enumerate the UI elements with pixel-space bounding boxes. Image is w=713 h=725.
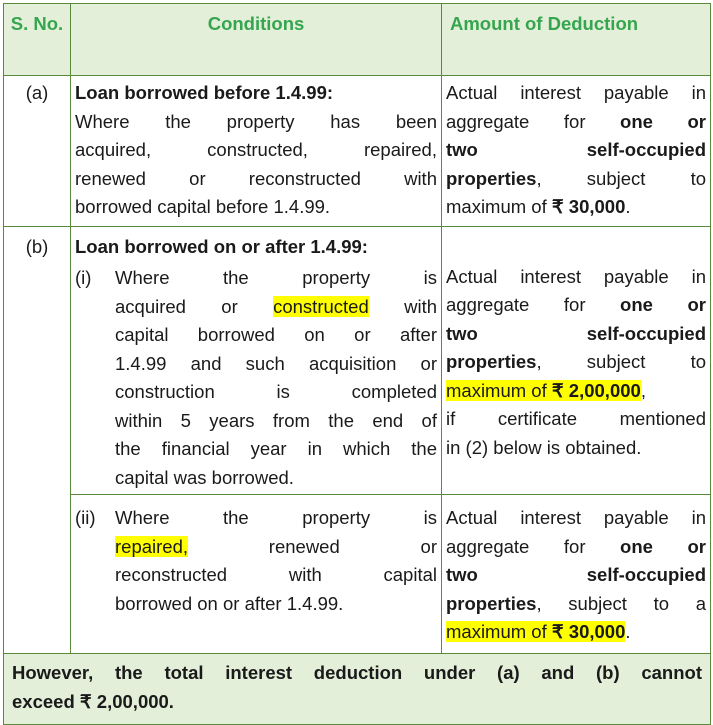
condition-line: the financial year in which the	[115, 438, 437, 459]
row-b-i-amount	[442, 226, 711, 495]
amount-line: if certificate mentioned	[446, 408, 706, 429]
amount-line	[446, 165, 706, 194]
amount-line	[446, 193, 706, 222]
sub-item-number: (ii)	[75, 507, 96, 528]
highlighted-amount	[446, 621, 625, 642]
condition-line: 1.4.99 and such acquisition or	[115, 352, 437, 374]
amount-text: aggregate for	[446, 294, 586, 315]
condition-text: renewed or	[268, 535, 437, 557]
header-sno: S. No.	[4, 4, 71, 76]
amount-line	[446, 320, 706, 349]
amount-bold: ₹ 2,00,000	[551, 379, 641, 401]
amount-text: , subject to	[536, 167, 706, 189]
row-a-line: acquired, constructed, repaired,	[75, 139, 437, 160]
sub-item-text	[115, 264, 437, 492]
amount-line	[446, 533, 706, 562]
deduction-table	[3, 3, 711, 725]
sub-item-text	[115, 504, 437, 618]
condition-line: capital borrowed on or after	[115, 324, 437, 345]
amount-bold: one or	[620, 294, 706, 315]
condition-text: with	[404, 295, 437, 317]
amount-line	[446, 561, 706, 590]
amount-bold: properties	[446, 351, 537, 372]
amount-line	[446, 291, 706, 320]
amount-text: ,	[640, 379, 646, 401]
amount-line: in (2) below is obtained.	[446, 436, 642, 458]
highlighted-text: constructed	[273, 295, 369, 317]
amount-line: Actual interest payable in	[446, 507, 706, 528]
condition-line: borrowed on or after 1.4.99.	[115, 592, 344, 614]
amount-line	[446, 348, 706, 377]
amount-text: aggregate for	[446, 110, 586, 132]
amount-line: Actual interest payable in	[446, 82, 706, 103]
condition-line: capital was borrowed.	[115, 466, 294, 488]
amount-text: maximum of	[446, 621, 547, 642]
amount-bold: two	[446, 322, 478, 344]
row-a-title: Loan borrowed before 1.4.99:	[75, 82, 334, 103]
sub-item-i	[75, 264, 437, 492]
amount-bold: two	[446, 139, 478, 160]
row-a-line: borrowed capital before 1.4.99.	[75, 196, 331, 217]
condition-line: Where the property is	[115, 507, 437, 528]
footer-line: However, the total interest deduction under (a) and (b) cannot	[12, 661, 702, 683]
row-a-sno: (a)	[4, 76, 71, 227]
amount-line	[446, 377, 706, 406]
amount-bold: properties	[446, 167, 537, 189]
row-a-line: renewed or reconstructed with	[75, 167, 437, 189]
table-row-b-ii	[4, 495, 711, 654]
header-conditions: Conditions	[71, 4, 442, 76]
amount-text: , subject to a	[536, 592, 706, 614]
condition-line: construction is completed	[115, 381, 437, 402]
amount-text: maximum of	[446, 379, 547, 401]
amount-text: aggregate for	[446, 535, 586, 557]
sub-item-number: (i)	[75, 267, 92, 288]
amount-line	[446, 590, 706, 619]
amount-bold: ₹ 30,000	[551, 196, 626, 217]
highlighted-amount	[446, 380, 641, 401]
amount-text: , subject to	[536, 351, 706, 372]
amount-bold: ₹ 30,000	[551, 621, 626, 642]
amount-bold: two	[446, 564, 478, 585]
amount-line	[446, 618, 706, 647]
amount-bold: self-occupied	[586, 139, 706, 160]
amount-bold: self-occupied	[586, 564, 706, 585]
amount-bold: one or	[620, 110, 706, 132]
amount-bold: one or	[620, 535, 706, 557]
amount-bold: self-occupied	[586, 322, 706, 344]
row-b-i-conditions	[71, 226, 442, 495]
row-b-title: Loan borrowed on or after 1.4.99:	[75, 235, 368, 257]
condition-line	[115, 533, 437, 562]
condition-text: acquired or	[115, 295, 238, 317]
header-row	[4, 4, 711, 76]
amount-text: .	[625, 196, 631, 217]
header-amount: Amount of Deduction	[442, 4, 711, 76]
amount-bold: properties	[446, 592, 537, 614]
footer-note	[4, 653, 711, 724]
amount-text: maximum of	[446, 196, 547, 217]
condition-line: within 5 years from the end of	[115, 409, 437, 431]
row-b-ii-conditions	[71, 495, 442, 654]
amount-line	[446, 136, 706, 165]
row-b-sno: (b)	[4, 226, 71, 653]
footer-line: exceed ₹ 2,00,000.	[12, 690, 174, 712]
condition-line: Where the property is	[115, 267, 437, 288]
amount-text: .	[625, 621, 631, 642]
highlighted-text: repaired,	[115, 535, 189, 557]
row-b-ii-amount	[442, 495, 711, 654]
row-a-amount	[442, 76, 711, 227]
row-a-line: Where the property has been	[75, 110, 437, 132]
sub-item-ii	[75, 504, 437, 618]
row-a-conditions	[71, 76, 442, 227]
condition-line	[115, 293, 437, 322]
table-row-b	[4, 226, 711, 495]
amount-line	[446, 108, 706, 137]
amount-line: Actual interest payable in	[446, 265, 706, 287]
table-row-a	[4, 76, 711, 227]
condition-line: reconstructed with capital	[115, 564, 437, 585]
footer-row	[4, 653, 711, 724]
